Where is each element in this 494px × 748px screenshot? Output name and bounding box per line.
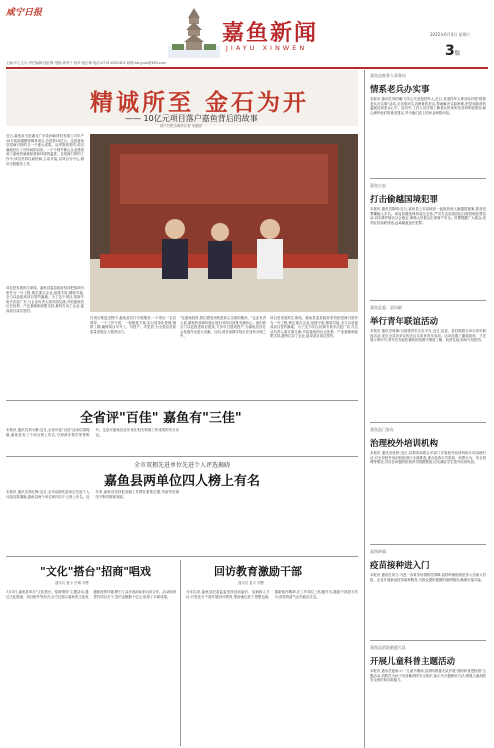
masthead-pinyin: JIAYU XINWEN — [226, 44, 308, 52]
lead-body-col2: 在项目推进过程中,嘉鱼县实行专班服务,一个项目一名县领导、一个工作专班、一套推进方案,实行清单化管理,倒排工期,确保项目早开工、早投产、早见效,为全县经济高质量发展注入强劲动力。 — [90, 316, 176, 334]
sidebar-1-body: 本报讯 通讯员刘伯曦:为关心关爱退役军人,近日,县退役军人事务局开展"情系老兵办实事"活动,走访慰问生活困难的老兵,帮助解决实际困难,把党和政府的温暖送到老兵心中。活动中,工作人员详细了解老兵的身体状况和家庭情况,耐心倾听他们的意见建议,并为他们送上慰问金和慰问品。 — [370, 97, 486, 115]
sidebar-6-title: 开展儿童科普主题活动 — [370, 657, 456, 667]
bottom-col-divider — [180, 560, 181, 746]
sidebar-3-kicker: 嘉鱼县委、县妇联 — [370, 305, 402, 310]
masthead-rule — [6, 67, 488, 69]
sidebar-4-body: 本报讯 通讯员张婷:近日,县教育局联合多部门开展校外培训机构专项治理行动,对全县校外培训机构进行全面排查,重点检查办学资质、收费行为、安全管理等情况,对存在问题的机构责令限期整改,切实减轻学生校外培训负担。 — [370, 451, 486, 465]
bottom-right-body: 今年以来,嘉鱼县纪委监委坚持惩前毖后、治病救人方针,对受处分干部开展回访教育,帮助他们放下思想包袱,重新振作精神,在工作岗位上积极作为,激励干部担当作为,营造风清气正的政治生态。 — [186, 590, 358, 599]
photo-illustration — [90, 134, 358, 312]
lead-body-col1: 近日,嘉鱼县引进湖北广东泰润新材料有限公司年产10万吨高端精密铜材项目,总投资10亿元。这是嘉鱼县招商引资的又一个重大成果。从考察到签约,项目落地经历了长时间的洽谈。一个个细节都让企业感受到了嘉鱼的诚意和营商环境的温度。在招商引资的工作中,该县坚持以商招商,主动对接,以项目为中心,做好全程服务工作。 — [6, 134, 84, 166]
sidebar-5-kicker: 高铁岭镇 — [370, 549, 386, 554]
sidebar-2-body: 本报讯 通讯员陈明:近日,嘉鱼县公安局破获一起组织他人偷越国境案,抓获犯罪嫌疑人多名。该局将继续保持高压态势,严厉打击妨害国(边)境管理犯罪活动,切实维护辖区社会稳定,保障人民群众生命财产安全。民警提醒广大群众,切勿轻信高薪诱惑,远离偷渡违法犯罪。 — [370, 207, 486, 225]
sidebar-6-body: 本报讯 通讯员夏雨:六一儿童节期间,县消防救援大队开展"消防科普进校园"主题活动,消防员为孩子们讲解消防安全知识,演示灭火器使用方法,增强儿童消防安全意识和自救能力。 — [370, 669, 486, 683]
tower-illustration — [168, 6, 220, 58]
page-number-box — [445, 40, 485, 59]
date-text: 2022年6月4日 — [430, 32, 458, 37]
sidebar-1-kicker: 嘉鱼县税务人事务局 — [370, 73, 406, 78]
mid-title-b: 嘉鱼县两单位四人榜上有名 — [103, 474, 260, 489]
bottom-left-body: 7月3日,嘉鱼县举办"文化搭台、招商唱戏"主题活动,通过文化展演、项目推介等形式,全方位展示嘉鱼的文化底蕴和投资环境,吸引了众多客商前来洽谈合作。活动现场签约项目多个,签约金额数十亿元,取得了丰硕成果。 — [6, 590, 176, 599]
lead-title: 精诚所至 金石为开 — [90, 90, 310, 116]
brand-logo: 咸宁日报 — [6, 8, 43, 18]
issue-date — [430, 32, 471, 38]
sidebar-2-kicker: 嘉鱼公安 — [370, 183, 386, 188]
mid-title-a: 全省评"百佳" 嘉鱼有"三佳" — [80, 411, 242, 426]
sidebar-3-title: 举行青年联谊活动 — [370, 317, 439, 327]
lead-body-col4: 项目是发展的生命线。嘉鱼县委县政府坚持把招商引资作为一号工程,锁定重点企业,组建专班,精准对接,全力以赴促成项目签约落地。为了这个项目,招商专班多次赴广东,与企业负责人面对面交流,介绍嘉鱼的区位优势、产业基础和政策支持,最终打动了企业,促成项目成功签约。 — [270, 316, 358, 339]
page-label: 版 — [454, 51, 461, 57]
lead-subtitle: —— 10亿元项目落户嘉鱼背后的故事 — [125, 114, 258, 123]
bottom-left-byline: 通讯员 夏平 任琳 刘鹭 — [55, 581, 89, 585]
bottom-left-title: "文化"搭台"招商"唱戏 — [40, 565, 151, 578]
masthead-meta: 主编:中心主办 责任编辑:饶红梅 组版:黄秀子 校对:饶红梅 电话:0715-6355302 邮箱:hb.jyxw@163.com — [6, 61, 167, 65]
lead-byline: 咸宁日报全媒体记者 吴丽丽 — [160, 124, 202, 128]
sidebar-1-title: 情系老兵办实事 — [370, 85, 430, 95]
lead-body-col1b: 项目是发展的生命线。嘉鱼县委县政府坚持把招商引资作为一号工程,锁定重点企业,组建专班,精准对接,全力以赴促成项目签约落地。为了这个项目,招商专班多次赴广东,与企业负责人面对面交流,介绍嘉鱼的区位优势、产业基础和政策支持,最终打动了企业,促成项目成功签约。 — [6, 286, 84, 313]
sidebar-divider-1 — [370, 178, 486, 179]
sidebar-divider-3 — [370, 422, 486, 423]
sidebar-3-body: 本报讯 通讯员周琳:为搭建青年交友平台,近日,县委、县妇联联合举办青年联谊活动,来自全县各单位的近百名单身青年参加。活动设置了趣味游戏、才艺展示等环节,青年们在轻松愉快的氛围中增进了解、收获友谊,现场气氛热烈。 — [370, 329, 486, 343]
signing-photo — [90, 134, 358, 312]
weekday-text: 星期六 — [458, 32, 471, 37]
sidebar-divider-4 — [370, 544, 486, 545]
lead-body-col3: "在嘉鱼投资,我们感受到的是真心实意的服务。"企业负责人说,嘉鱼的营商环境让他们对项目前景充满信心。他们将全力以赴推进项目建设,力争早日建成投产,为嘉鱼经济社会发展作出更大贡献。目前,项目前期手续正在加快办理之中。 — [180, 316, 266, 339]
sidebar-4-kicker: 嘉鱼县门安办 — [370, 427, 394, 432]
sidebar-5-body: 本报讯 通讯员刘力:为进一步筑牢疫情防控屏障,高铁岭镇组织医务人员深入村组、企业开展新冠疫苗接种服务,为群众提供便捷的接种服务,确保应接尽接。 — [370, 573, 486, 582]
sidebar-divider-5 — [370, 640, 486, 641]
bottom-divider — [6, 556, 358, 557]
mid-divider-top — [6, 400, 358, 401]
masthead-title: 嘉鱼新闻 — [222, 21, 319, 46]
sidebar-6-kicker: 嘉鱼县消防救援大队 — [370, 645, 406, 650]
mid-title-b-kicker: 全市双拥先进单位先进个人评选揭晓 — [133, 462, 230, 469]
mid-divider-b — [6, 456, 358, 457]
bottom-right-title: 回访教育激励干部 — [214, 565, 302, 578]
mid-body-a: 本报讯 通讯员刘小薇:近日,全省评选"百佳"活动结果揭晓,嘉鱼县有三个项目榜上有名,分别获评相关荣誉称号。这是对嘉鱼县近年来在相关领域工作成绩的充分肯定。 — [6, 428, 179, 437]
mid-body-b: 本报讯 通讯员刘红梅:近日,全市双拥先进单位先进个人评选结果揭晓,嘉鱼县两个单位和四名个人榜上有名。近年来,嘉鱼县坚持把双拥工作摆在重要位置,军政军民团结不断巩固和发展。 — [6, 490, 179, 499]
bottom-right-byline: 通讯员 夏平 刘鹭 — [238, 581, 264, 585]
sidebar-4-title: 治理校外培训机构 — [370, 439, 439, 449]
sidebar-5-title: 疫苗接种进入门 — [370, 561, 430, 571]
page-number: 3 — [445, 43, 455, 59]
sidebar-2-title: 打击偷越国境犯罪 — [370, 195, 439, 205]
sidebar-divider-2 — [370, 300, 486, 301]
